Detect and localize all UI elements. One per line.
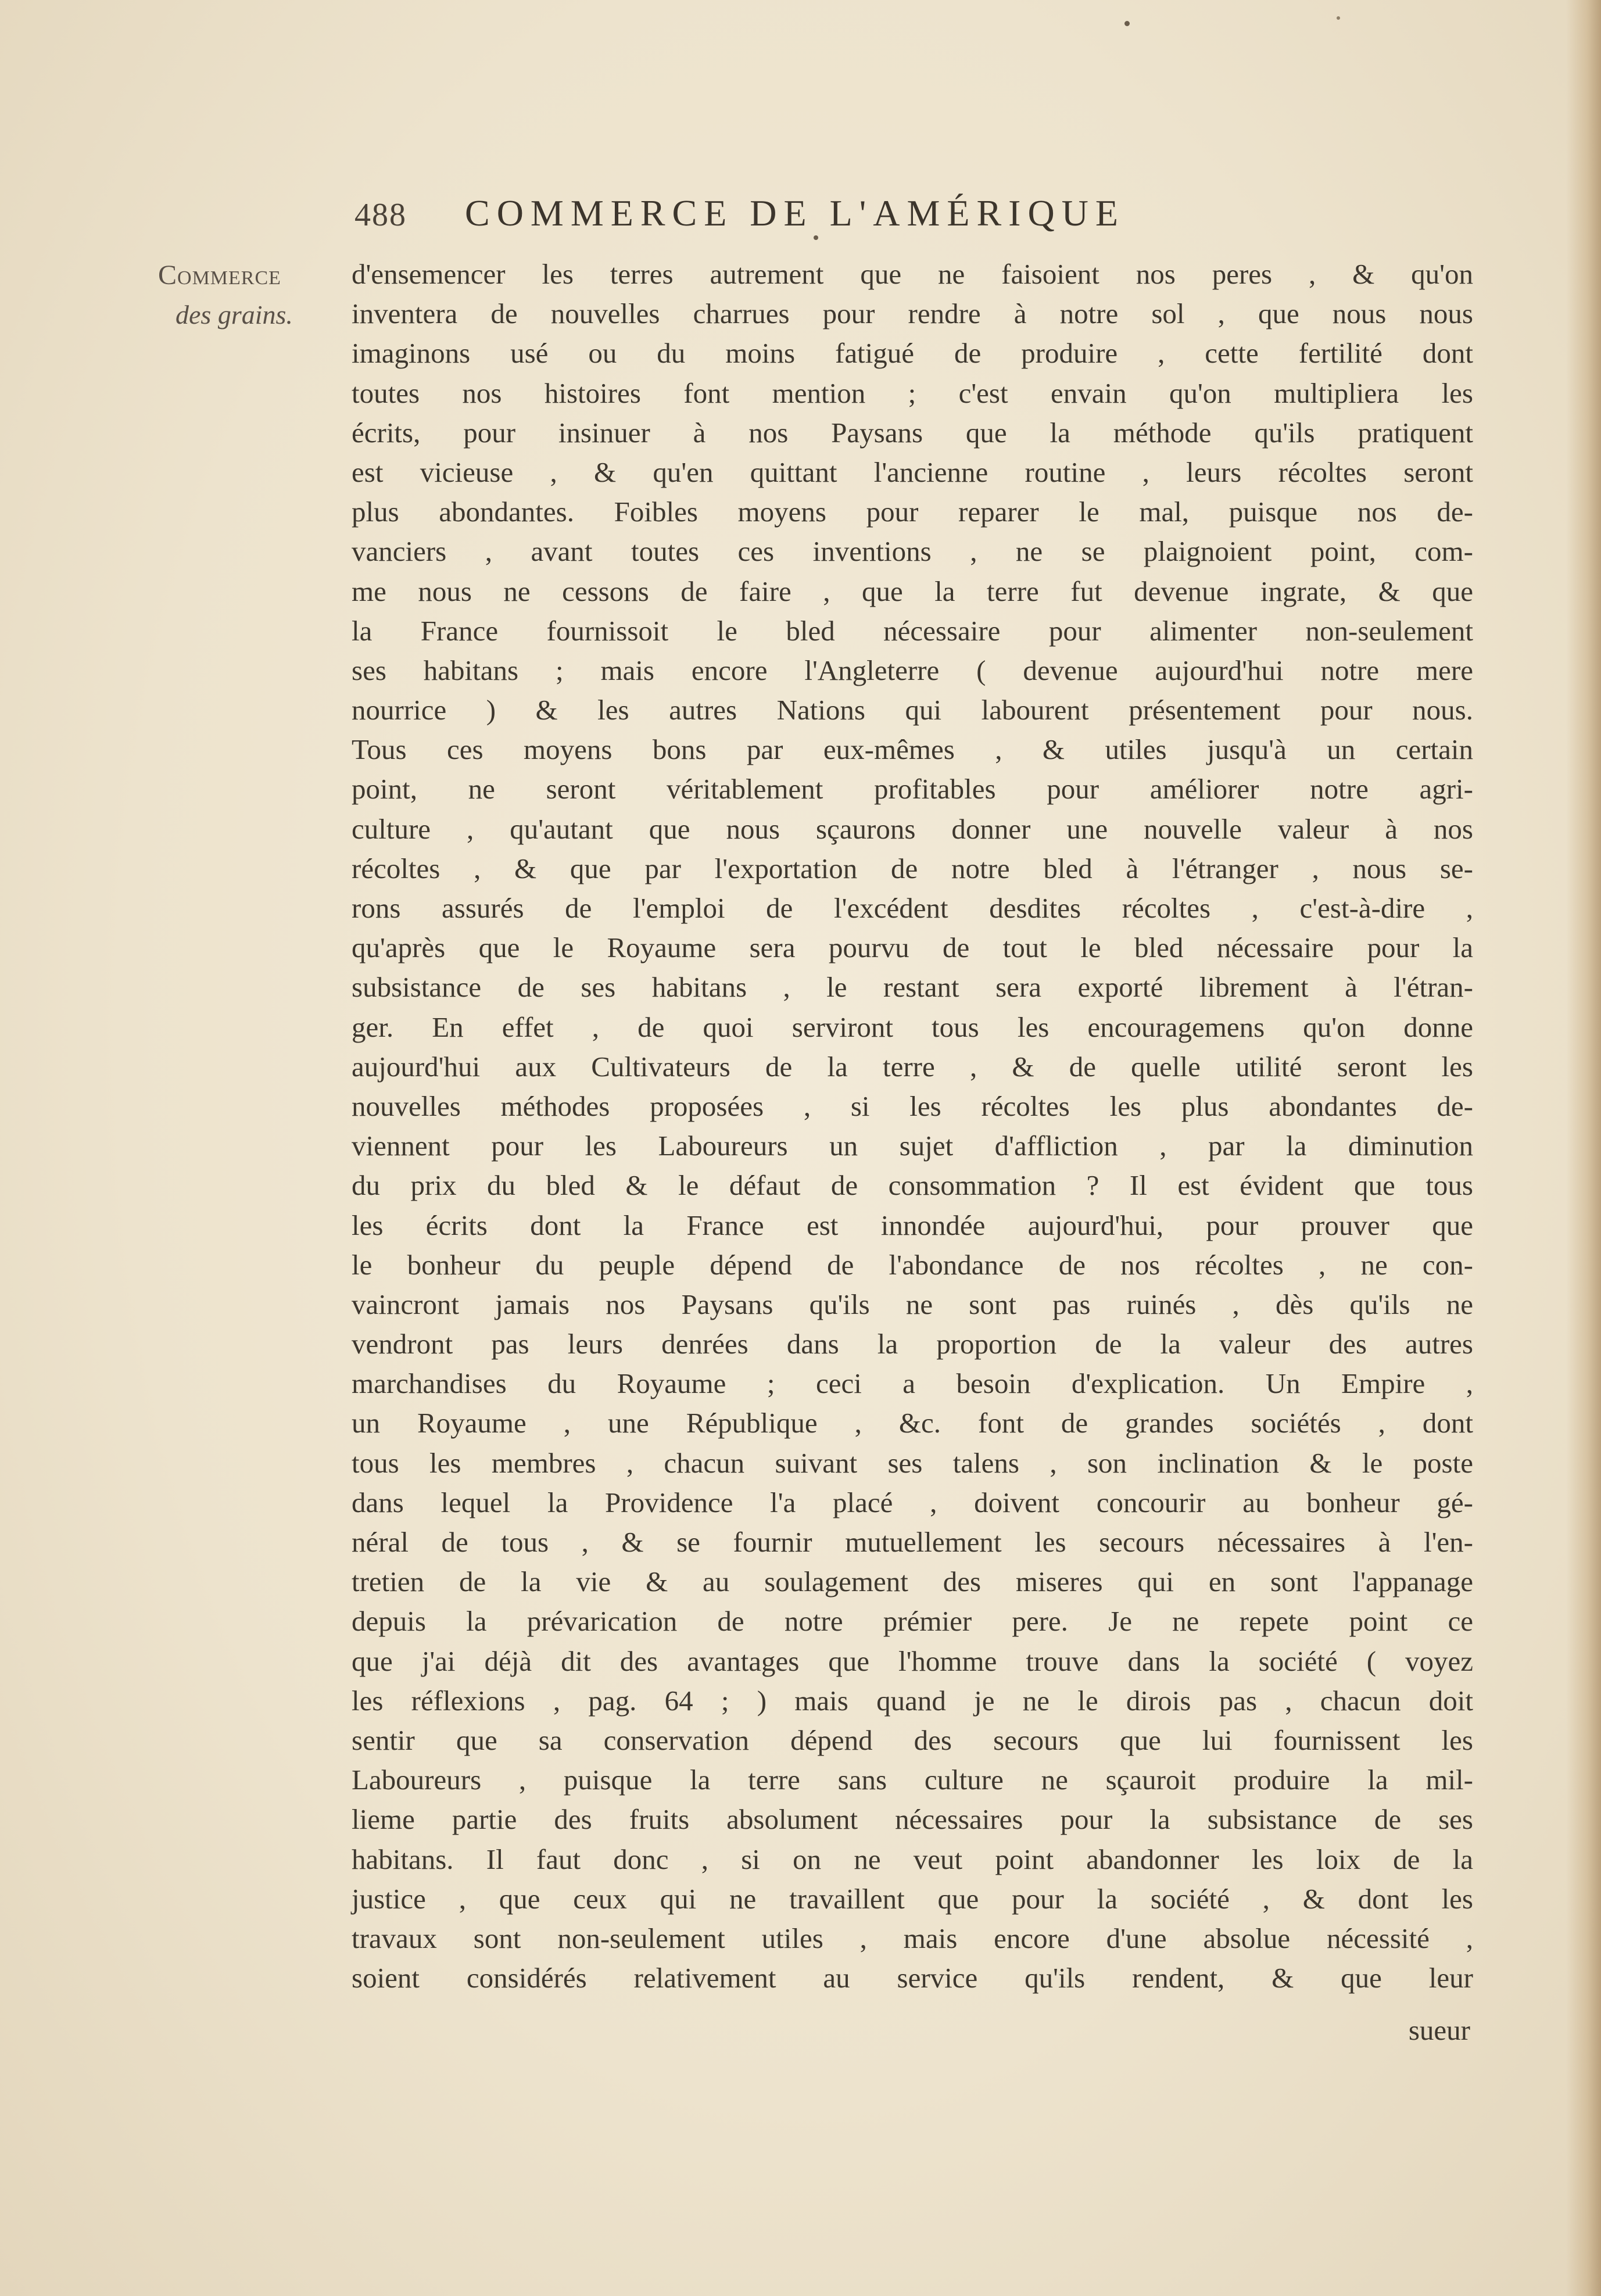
running-head <box>354 192 1308 238</box>
text-line: vaincront jamais nos Paysans qu'ils ne sont pas ruinés , dès qu'ils ne <box>352 1288 1473 1320</box>
page-edge-shadow <box>1566 0 1601 2296</box>
text-line: les écrits dont la France est innondée aujourd'hui, pour prouver que <box>352 1209 1473 1241</box>
text-line: marchandises du Royaume ; ceci a besoin d'explication. Un Empire , <box>352 1367 1473 1400</box>
text-line: lieme partie des fruits absolument nécessaires pour la subsistance de ses <box>352 1803 1473 1836</box>
text-line: du prix du bled & le défaut de consommation ? Il est évident que tous <box>352 1169 1473 1202</box>
text-line: vendront pas leurs denrées dans la proportion de la valeur des autres <box>352 1328 1473 1360</box>
text-line: ger. En effet , de quoi serviront tous les encouragemens qu'on donne <box>352 1011 1473 1043</box>
catchword: sueur <box>1408 2014 1470 2046</box>
text-line: point, ne seront véritablement profitables pour améliorer notre agri- <box>352 773 1473 805</box>
text-line: d'ensemencer les terres autrement que ne faisoient nos peres , & qu'on <box>352 258 1473 290</box>
text-line: tous les membres , chacun suivant ses talens , son inclination & le poste <box>352 1446 1473 1479</box>
text-line: culture , qu'autant que nous sçaurons donner une nouvelle valeur à nos <box>352 812 1473 845</box>
body-text <box>352 255 1473 1998</box>
text-line: subsistance de ses habitans , le restant sera exporté librement à l'étran- <box>352 971 1473 1004</box>
text-line: dans lequel la Providence l'a placé , doivent concourir au bonheur gé- <box>352 1486 1473 1518</box>
text-line: Tous ces moyens bons par eux-mêmes , & utiles jusqu'à un certain <box>352 733 1473 766</box>
page-number: 488 <box>354 197 407 233</box>
text-line: vanciers , avant toutes ces inventions , ne se plaignoient point, com- <box>352 535 1473 568</box>
text-line: un Royaume , une République , &c. font de grandes sociétés , dont <box>352 1407 1473 1439</box>
text-line: le bonheur du peuple dépend de l'abondance de nos récoltes , ne con- <box>352 1248 1473 1281</box>
text-line: qu'après que le Royaume sera pourvu de tout le bled nécessaire pour la <box>352 932 1473 964</box>
margin-note-line: des grains. <box>175 300 293 329</box>
text-line: que j'ai déjà dit des avantages que l'homme trouve dans la société ( voyez <box>352 1645 1473 1677</box>
text-line: viennent pour les Laboureurs un sujet d'affliction , par la diminution <box>352 1130 1473 1162</box>
text-line: imaginons usé ou du moins fatigué de produire , cette fertilité dont <box>352 337 1473 370</box>
margin-note-line: Commerce <box>158 260 281 291</box>
running-title: COMMERCE DE L'AMÉRIQUE <box>465 192 1125 234</box>
text-line: habitans. Il faut donc , si on ne veut point abandonner les loix de la <box>352 1843 1473 1875</box>
text-line: travaux sont non-seulement utiles , mais encore d'une absolue nécessité , <box>352 1922 1473 1954</box>
text-line: ses habitans ; mais encore l'Angleterre ( devenue aujourd'hui notre mere <box>352 654 1473 686</box>
text-line: récoltes , & que par l'exportation de notre bled à l'étranger , nous se- <box>352 852 1473 884</box>
margin-note <box>158 256 350 335</box>
text-line: sentir que sa conservation dépend des secours que lui fournissent les <box>352 1724 1473 1756</box>
text-line: soient considérés relativement au service qu'ils rendent, & que leur <box>352 1962 1473 1994</box>
text-line: écrits, pour insinuer à nos Paysans que la méthode qu'ils pratiquent <box>352 416 1473 449</box>
text-line: plus abondantes. Foibles moyens pour reparer le mal, puisque nos de- <box>352 496 1473 528</box>
paper-speck <box>1337 16 1340 20</box>
text-line: les réflexions , pag. 64 ; ) mais quand je ne le dirois pas , chacun doit <box>352 1684 1473 1717</box>
text-line: Laboureurs , puisque la terre sans culture ne sçauroit produire la mil- <box>352 1764 1473 1796</box>
text-line: toutes nos histoires font mention ; c'est envain qu'on multipliera les <box>352 377 1473 409</box>
text-line: rons assurés de l'emploi de l'excédent desdites récoltes , c'est-à-dire , <box>352 892 1473 924</box>
text-line: aujourd'hui aux Cultivateurs de la terre , & de quelle utilité seront les <box>352 1050 1473 1083</box>
text-line: me nous ne cessons de faire , que la terre fut devenue ingrate, & que <box>352 575 1473 607</box>
text-line: depuis la prévarication de notre prémier pere. Je ne repete point ce <box>352 1605 1473 1638</box>
text-line: inventera de nouvelles charrues pour rendre à notre sol , que nous nous <box>352 298 1473 330</box>
text-line: justice , que ceux qui ne travaillent que pour la société , & dont les <box>352 1882 1473 1915</box>
text-line: nouvelles méthodes proposées , si les récoltes les plus abondantes de- <box>352 1090 1473 1122</box>
text-line: néral de tous , & se fournir mutuellement les secours nécessaires à l'en- <box>352 1526 1473 1558</box>
text-line: est vicieuse , & qu'en quittant l'ancienne routine , leurs récoltes seront <box>352 456 1473 488</box>
text-line: nourrice ) & les autres Nations qui labourent présentement pour nous. <box>352 694 1473 726</box>
text-line: tretien de la vie & au soulagement des miseres qui en sont l'appanage <box>352 1566 1473 1598</box>
paper-speck <box>1124 21 1130 26</box>
text-line: la France fournissoit le bled nécessaire pour alimenter non-seulement <box>352 614 1473 647</box>
